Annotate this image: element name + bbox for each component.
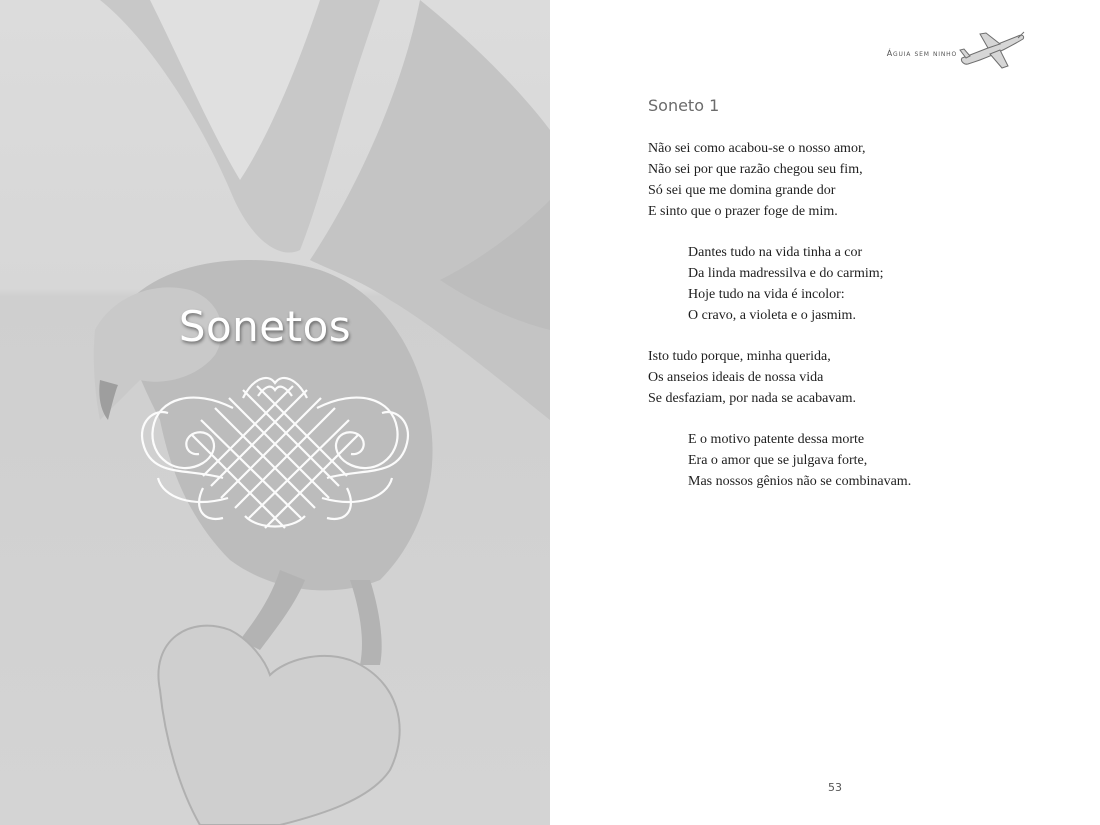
poem-line: Não sei como acabou-se o nosso amor, <box>648 141 866 156</box>
calligraphic-flourish-ornament <box>133 368 417 538</box>
poem-line: Os anseios ideais de nossa vida <box>648 370 824 385</box>
running-header: Águia sem ninho <box>886 49 957 58</box>
poem-line: Dantes tudo na vida tinha a cor <box>688 245 863 260</box>
poem-line: Não sei por que razão chegou seu fim, <box>648 162 863 177</box>
poem-line: Só sei que me domina grande dor <box>648 183 836 198</box>
section-title: Sonetos <box>178 302 352 351</box>
stanza-3 <box>648 346 1048 409</box>
page-number: 53 <box>828 781 842 794</box>
stanza-1 <box>648 138 1048 222</box>
poem-line: Isto tudo porque, minha querida, <box>648 349 831 364</box>
poem-line: Da linda madressilva e do carmim; <box>688 266 884 281</box>
stanza-2 <box>648 242 1048 326</box>
poem-line: Era o amor que se julgava forte, <box>688 453 868 468</box>
poem-line: Hoje tudo na vida é incolor: <box>688 287 845 302</box>
poem-line: E o motivo patente dessa morte <box>688 432 865 447</box>
poem-line: O cravo, a violeta e o jasmim. <box>688 308 856 323</box>
airplane-icon <box>958 28 1028 72</box>
stanza-4 <box>648 429 1048 492</box>
right-page <box>550 0 1100 825</box>
poem-body <box>648 138 1048 512</box>
poem-line: E sinto que o prazer foge de mim. <box>648 204 838 219</box>
poem-title: Soneto 1 <box>648 96 720 115</box>
poem-line: Mas nossos gênios não se combinavam. <box>688 474 912 489</box>
poem-line: Se desfaziam, por nada se acabavam. <box>648 391 856 406</box>
